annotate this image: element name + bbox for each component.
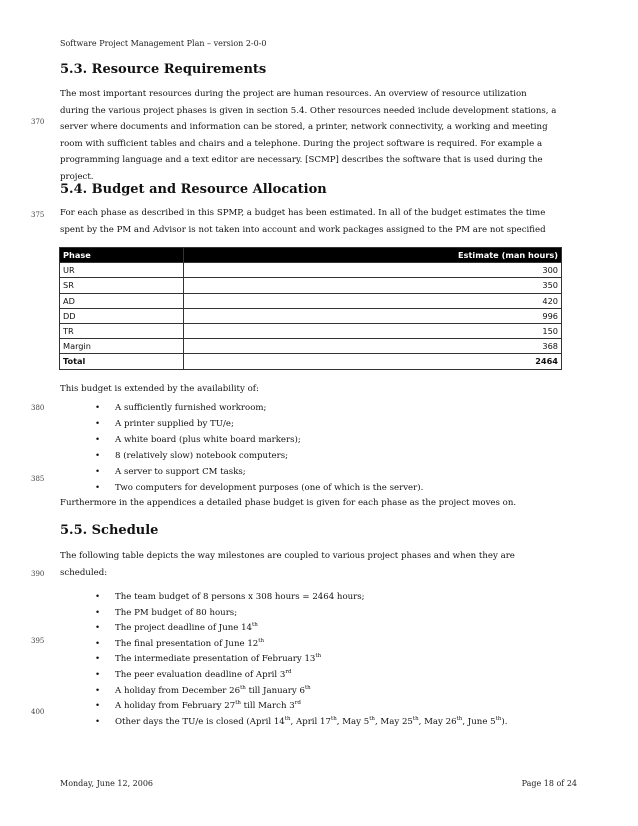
paragraph-resources [60, 86, 580, 185]
column-header-estimate: Estimate (man hours) [183, 248, 561, 263]
bullet-icon: • [95, 435, 101, 445]
footer-date: Monday, June 12, 2006 [60, 779, 154, 788]
text-line: spent by the PM and Advisor is not taken into account and work packages assigned to the PM are not specified [60, 224, 546, 235]
bullet-icon: • [95, 669, 101, 680]
bullet-icon: • [95, 467, 101, 477]
list-item: • A holiday from February 27th till March 3rd [95, 699, 507, 715]
table-row [60, 339, 562, 354]
list-item: • A sufficiently furnished workroom; [95, 400, 423, 416]
bullet-icon: • [95, 592, 101, 602]
table-row [60, 278, 562, 293]
table-row [60, 308, 562, 323]
estimate-cell: 150 [183, 323, 561, 338]
list-item: • The intermediate presentation of February 13th [95, 652, 507, 668]
line-number: 370 [31, 118, 45, 126]
bullet-icon: • [95, 685, 101, 696]
table-row [60, 263, 562, 278]
text-line: project. [60, 171, 94, 182]
phase-cell: DD [60, 308, 184, 323]
estimate-cell: 996 [183, 308, 561, 323]
budget-table [59, 247, 562, 370]
document-header: Software Project Management Plan – version 2-0-0 [60, 39, 267, 48]
table-row [60, 293, 562, 308]
table-header-row [60, 248, 562, 263]
text-line: server where documents and information can be stored, a printer, network connectivity, a working and meeting [60, 122, 548, 132]
line-number: 375 [31, 211, 45, 219]
bullet-icon: • [95, 403, 101, 413]
estimate-cell: 420 [183, 293, 561, 308]
section-heading: 5.5. Schedule [60, 523, 159, 538]
text-line: programming language and a text editor are necessary. [SCMP] describes the software that is used during the [60, 155, 543, 165]
total-label: Total [60, 354, 184, 369]
resource-list [95, 400, 423, 496]
milestone-list [95, 590, 507, 730]
bullet-icon: • [95, 483, 101, 493]
line-number: 400 [31, 708, 45, 716]
list-item: • The PM budget of 80 hours; [95, 606, 507, 622]
phase-cell: Margin [60, 339, 184, 354]
list-item: • A white board (plus white board markers); [95, 432, 423, 448]
estimate-cell: 368 [183, 339, 561, 354]
list-item: • A server to support CM tasks; [95, 464, 423, 480]
text-line: room with sufficient tables and chairs and a telephone. During the project software is required. For example a [60, 138, 543, 149]
total-value: 2464 [183, 354, 561, 369]
column-header-phase: Phase [60, 248, 184, 263]
text-line: The most important resources during the project are human resources. An overview of resource utilization [60, 89, 527, 99]
list-item: • Two computers for development purposes (one of which is the server). [95, 480, 423, 496]
list-item: • A printer supplied by TU/e; [95, 416, 423, 432]
line-number: 380 [31, 404, 45, 412]
line-number: 390 [31, 570, 45, 578]
table-total-row [60, 354, 562, 369]
list-item: • The team budget of 8 persons x 308 hours = 2464 hours; [95, 590, 507, 606]
footer-page-number: Page 18 of 24 [521, 779, 577, 788]
bullet-icon: • [95, 451, 101, 461]
phase-cell: AD [60, 293, 184, 308]
list-item: • 8 (relatively slow) notebook computers; [95, 448, 423, 464]
text-line: scheduled: [60, 567, 108, 578]
list-item: • A holiday from December 26th till January 6th [95, 684, 507, 700]
list-item: • The peer evaluation deadline of April 3rd [95, 668, 507, 684]
section-heading: 5.3. Resource Requirements [60, 62, 267, 77]
bullet-icon: • [95, 607, 101, 618]
bullet-icon: • [95, 419, 101, 429]
line-number: 395 [31, 637, 45, 645]
estimate-cell: 300 [183, 263, 561, 278]
extended-intro: This budget is extended by the availability of: [60, 384, 259, 394]
phase-cell: UR [60, 263, 184, 278]
bullet-icon: • [95, 701, 101, 712]
phase-cell: SR [60, 278, 184, 293]
text-line: For each phase as described in this SPMP, a budget has been estimated. In all of the budget estimates the time [60, 208, 546, 218]
line-number: 385 [31, 475, 45, 483]
paragraph-schedule [60, 548, 580, 581]
text-line: during the various project phases is given in section 5.4. Other resources needed include development stations, a [60, 105, 557, 116]
list-item: • The project deadline of June 14th [95, 621, 507, 637]
estimate-cell: 350 [183, 278, 561, 293]
text-line: The following table depicts the way milestones are coupled to various project phases and when they are [60, 551, 515, 561]
section-heading: 5.4. Budget and Resource Allocation [60, 182, 327, 197]
bullet-icon: • [95, 623, 101, 634]
paragraph-budget [60, 205, 580, 238]
bullet-icon: • [95, 638, 101, 649]
list-item: • Other days the TU/e is closed (April 14th, April 17th, May 5th, May 25th, May 26th, June 5th). [95, 715, 507, 731]
list-item: • The final presentation of June 12th [95, 637, 507, 653]
appendix-note: Furthermore in the appendices a detailed phase budget is given for each phase as the project moves on. [60, 498, 517, 508]
bullet-icon: • [95, 716, 101, 727]
bullet-icon: • [95, 654, 101, 665]
phase-cell: TR [60, 323, 184, 338]
table-row [60, 323, 562, 338]
